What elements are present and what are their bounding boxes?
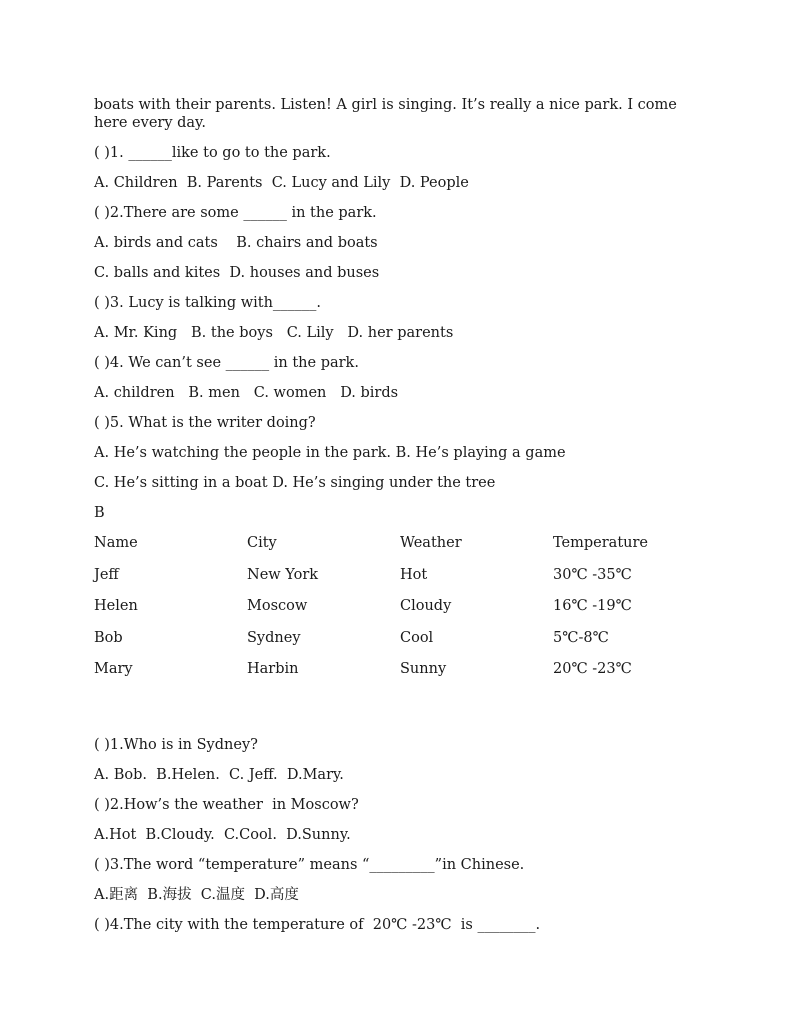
question-2: ( )2.There are some ______ in the park. [94, 205, 377, 221]
table-cell: New York [247, 566, 319, 583]
table-cell: Sunny [400, 661, 447, 678]
b-question-4: ( )4.The city with the temperature of 20℃ -23℃ is ________. [94, 916, 541, 933]
question-5: ( )5. What is the writer doing? [94, 415, 316, 431]
table-row [94, 566, 703, 598]
table-cell: Hot [400, 566, 428, 583]
weather-table [94, 534, 703, 692]
question-2-options-c-d: C. balls and kites D. houses and buses [94, 265, 380, 281]
table-cell: 20℃ -23℃ [553, 661, 632, 678]
reading-passage-end: boats with their parents. Listen! A girl is singing. It’s really a nice park. I come here every day. [94, 97, 682, 131]
b-question-1-options: A. Bob. B.Helen. C. Jeff. D.Mary. [94, 766, 344, 783]
spacer [94, 692, 704, 736]
table-header: Temperature [553, 535, 648, 551]
table-cell: Sydney [247, 629, 301, 646]
table-cell: 16℃ -19℃ [553, 598, 632, 615]
table-header: City [247, 535, 277, 551]
b-question-3-options: A.距离 B.海拔 C.温度 D.高度 [94, 886, 299, 903]
table-cell: Moscow [247, 598, 308, 615]
table-row [94, 660, 703, 692]
table-header-row [94, 534, 703, 566]
question-5-options-c-d: C. He’s sitting in a boat D. He’s singing under the tree [94, 475, 496, 491]
question-5-options-a-b: A. He’s watching the people in the park. B. He’s playing a game [94, 445, 566, 461]
section-a-questions [94, 144, 704, 504]
table-cell: Bob [94, 629, 123, 646]
b-question-1: ( )1.Who is in Sydney? [94, 736, 258, 753]
question-3-options: A. Mr. King B. the boys C. Lily D. her parents [94, 325, 454, 341]
question-3: ( )3. Lucy is talking with______. [94, 295, 322, 311]
b-question-2-options: A.Hot B.Cloudy. C.Cool. D.Sunny. [94, 826, 351, 843]
table-cell: Helen [94, 598, 138, 615]
table-cell: Cool [400, 629, 434, 646]
table-cell: Mary [94, 661, 133, 678]
section-b-questions [94, 736, 704, 946]
b-question-3: ( )3.The word “temperature” means “_________”in Chinese. [94, 856, 525, 873]
question-4: ( )4. We can’t see ______ in the park. [94, 355, 359, 371]
table-header: Name [94, 535, 138, 551]
table-row [94, 597, 703, 629]
question-1-options: A. Children B. Parents C. Lucy and Lily D. People [94, 175, 469, 191]
worksheet-page [94, 96, 704, 946]
table-cell: Harbin [247, 661, 299, 678]
table-cell: Jeff [94, 566, 119, 583]
b-question-2: ( )2.How’s the weather in Moscow? [94, 796, 359, 813]
question-2-options-a-b: A. birds and cats B. chairs and boats [94, 235, 378, 251]
table-row [94, 629, 703, 661]
section-b-label: B [94, 505, 105, 521]
table-cell: 30℃ -35℃ [553, 566, 632, 583]
question-1: ( )1. ______like to go to the park. [94, 145, 331, 161]
question-4-options: A. children B. men C. women D. birds [94, 385, 399, 401]
table-cell: Cloudy [400, 598, 452, 615]
table-cell: 5℃-8℃ [553, 629, 609, 646]
table-header: Weather [400, 535, 462, 551]
